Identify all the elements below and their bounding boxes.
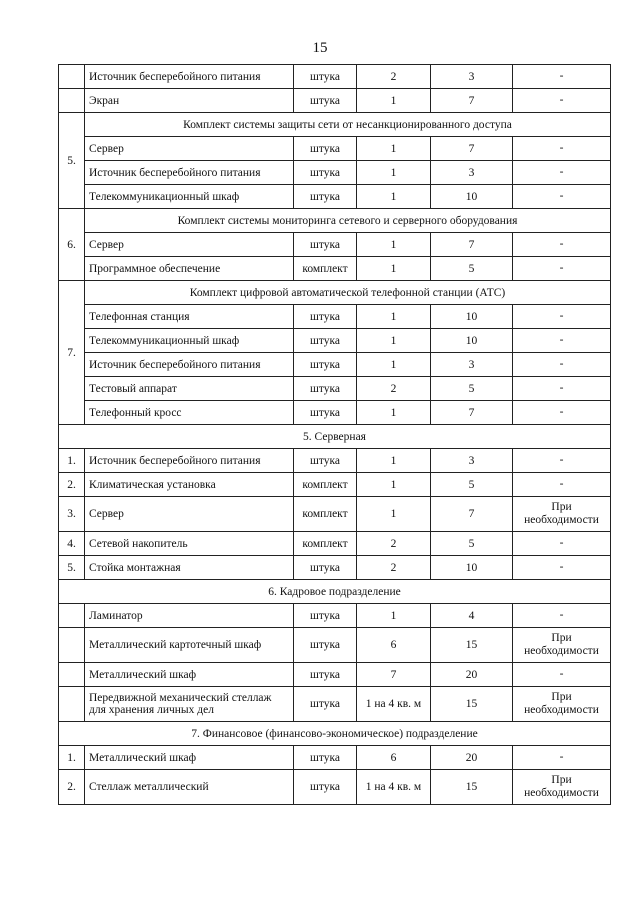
item-service-life: 3: [431, 353, 513, 377]
item-name: Передвижной механический стеллаж для хранения личных дел: [85, 687, 294, 722]
item-unit: штука: [294, 449, 357, 473]
row-number: 3.: [59, 497, 85, 532]
item-unit: штука: [294, 305, 357, 329]
table-row: [59, 663, 611, 687]
item-unit: штука: [294, 185, 357, 209]
item-service-life: 5: [431, 377, 513, 401]
item-quantity: 1: [357, 161, 431, 185]
table-row: [59, 497, 611, 532]
item-note: -: [513, 746, 611, 770]
item-name: Источник бесперебойного питания: [85, 353, 294, 377]
item-unit: штука: [294, 65, 357, 89]
item-name: Металлический шкаф: [85, 746, 294, 770]
item-quantity: 1: [357, 137, 431, 161]
row-number: [59, 628, 85, 663]
item-service-life: 10: [431, 556, 513, 580]
equipment-table: [58, 64, 611, 805]
table-row: [59, 65, 611, 89]
item-quantity: 1: [357, 353, 431, 377]
row-number: [59, 604, 85, 628]
row-number: [59, 687, 85, 722]
item-unit: комплект: [294, 532, 357, 556]
group-title-row: [59, 113, 611, 137]
group-title: Комплект системы защиты сети от несанкционированного доступа: [85, 113, 611, 137]
group-title: Комплект системы мониторинга сетевого и серверного оборудования: [85, 209, 611, 233]
item-unit: штука: [294, 770, 357, 805]
section-heading: 7. Финансовое (финансово-экономическое) подразделение: [59, 722, 611, 746]
item-service-life: 10: [431, 305, 513, 329]
item-unit: штука: [294, 556, 357, 580]
item-service-life: 15: [431, 770, 513, 805]
item-name: Стойка монтажная: [85, 556, 294, 580]
item-note: -: [513, 663, 611, 687]
item-service-life: 10: [431, 185, 513, 209]
item-quantity: 1 на 4 кв. м: [357, 770, 431, 805]
item-service-life: 4: [431, 604, 513, 628]
section-heading-row: [59, 722, 611, 746]
item-note: -: [513, 532, 611, 556]
item-name: Стеллаж металлический: [85, 770, 294, 805]
item-name: Телефонная станция: [85, 305, 294, 329]
row-number: [59, 663, 85, 687]
item-unit: штука: [294, 89, 357, 113]
row-number: 1.: [59, 746, 85, 770]
item-name: Металлический шкаф: [85, 663, 294, 687]
item-note: -: [513, 377, 611, 401]
table-row: [59, 628, 611, 663]
item-service-life: 5: [431, 532, 513, 556]
row-number: 2.: [59, 473, 85, 497]
section-heading-row: [59, 425, 611, 449]
item-name: Источник бесперебойного питания: [85, 449, 294, 473]
item-note: -: [513, 604, 611, 628]
item-quantity: 1 на 4 кв. м: [357, 687, 431, 722]
group-title-row: [59, 281, 611, 305]
item-quantity: 1: [357, 449, 431, 473]
item-note: -: [513, 305, 611, 329]
item-name: Сервер: [85, 233, 294, 257]
item-quantity: 2: [357, 556, 431, 580]
item-service-life: 15: [431, 687, 513, 722]
table-row: [59, 746, 611, 770]
item-name: Источник бесперебойного питания: [85, 161, 294, 185]
item-quantity: 6: [357, 746, 431, 770]
item-quantity: 1: [357, 257, 431, 281]
item-name: Телекоммуникационный шкаф: [85, 185, 294, 209]
item-service-life: 7: [431, 401, 513, 425]
item-note: При необходимости: [513, 628, 611, 663]
row-number: 1.: [59, 449, 85, 473]
item-unit: штука: [294, 746, 357, 770]
item-quantity: 7: [357, 663, 431, 687]
item-unit: штука: [294, 663, 357, 687]
table-row: [59, 233, 611, 257]
item-note: -: [513, 65, 611, 89]
table-row: [59, 353, 611, 377]
item-service-life: 20: [431, 663, 513, 687]
table-row: [59, 770, 611, 805]
item-name: Телефонный кросс: [85, 401, 294, 425]
table-row: [59, 604, 611, 628]
item-name: Телекоммуникационный шкаф: [85, 329, 294, 353]
item-service-life: 3: [431, 65, 513, 89]
item-note: -: [513, 473, 611, 497]
table-row: [59, 329, 611, 353]
section-heading-row: [59, 580, 611, 604]
item-unit: штука: [294, 161, 357, 185]
item-note: -: [513, 556, 611, 580]
item-note: -: [513, 329, 611, 353]
item-name: Сервер: [85, 497, 294, 532]
item-service-life: 5: [431, 257, 513, 281]
item-unit: штука: [294, 687, 357, 722]
item-quantity: 1: [357, 473, 431, 497]
group-number: 6.: [59, 209, 85, 281]
row-number: [59, 89, 85, 113]
table-row: [59, 137, 611, 161]
item-name: Экран: [85, 89, 294, 113]
item-name: Сервер: [85, 137, 294, 161]
row-number: 5.: [59, 556, 85, 580]
item-note: -: [513, 89, 611, 113]
item-quantity: 1: [357, 604, 431, 628]
item-name: Тестовый аппарат: [85, 377, 294, 401]
table-row: [59, 556, 611, 580]
table-row: [59, 449, 611, 473]
item-unit: штука: [294, 604, 357, 628]
item-unit: штука: [294, 137, 357, 161]
item-service-life: 3: [431, 161, 513, 185]
table-row: [59, 687, 611, 722]
item-quantity: 2: [357, 377, 431, 401]
row-number: 2.: [59, 770, 85, 805]
item-unit: штука: [294, 377, 357, 401]
item-quantity: 2: [357, 532, 431, 556]
item-service-life: 7: [431, 233, 513, 257]
table-row: [59, 305, 611, 329]
item-name: Программное обеспечение: [85, 257, 294, 281]
item-unit: комплект: [294, 257, 357, 281]
group-title-row: [59, 209, 611, 233]
item-unit: комплект: [294, 473, 357, 497]
item-service-life: 3: [431, 449, 513, 473]
item-quantity: 1: [357, 401, 431, 425]
table-row: [59, 401, 611, 425]
item-note: -: [513, 137, 611, 161]
section-heading: 5. Серверная: [59, 425, 611, 449]
page-number: 15: [312, 40, 328, 56]
item-note: -: [513, 185, 611, 209]
item-unit: штука: [294, 233, 357, 257]
item-note: -: [513, 233, 611, 257]
row-number: [59, 65, 85, 89]
item-name: Сетевой накопитель: [85, 532, 294, 556]
item-quantity: 6: [357, 628, 431, 663]
table-row: [59, 257, 611, 281]
item-unit: штука: [294, 329, 357, 353]
item-service-life: 15: [431, 628, 513, 663]
item-name: Металлический картотечный шкаф: [85, 628, 294, 663]
item-quantity: 1: [357, 305, 431, 329]
item-quantity: 1: [357, 233, 431, 257]
item-unit: штука: [294, 353, 357, 377]
group-number: 7.: [59, 281, 85, 425]
group-title: Комплект цифровой автоматической телефонной станции (АТС): [85, 281, 611, 305]
item-unit: штука: [294, 401, 357, 425]
item-quantity: 2: [357, 65, 431, 89]
item-quantity: 1: [357, 329, 431, 353]
table-row: [59, 185, 611, 209]
item-name: Климатическая установка: [85, 473, 294, 497]
item-note: -: [513, 449, 611, 473]
table-row: [59, 377, 611, 401]
item-name: Источник бесперебойного питания: [85, 65, 294, 89]
table-row: [59, 473, 611, 497]
item-unit: комплект: [294, 497, 357, 532]
item-note: -: [513, 401, 611, 425]
section-heading: 6. Кадровое подразделение: [59, 580, 611, 604]
table-row: [59, 89, 611, 113]
item-service-life: 20: [431, 746, 513, 770]
item-service-life: 10: [431, 329, 513, 353]
item-note: -: [513, 257, 611, 281]
row-number: 4.: [59, 532, 85, 556]
item-note: -: [513, 161, 611, 185]
item-note: При необходимости: [513, 770, 611, 805]
table-row: [59, 532, 611, 556]
item-service-life: 5: [431, 473, 513, 497]
table-row: [59, 161, 611, 185]
item-quantity: 1: [357, 89, 431, 113]
item-note: -: [513, 353, 611, 377]
item-note: При необходимости: [513, 497, 611, 532]
group-number: 5.: [59, 113, 85, 209]
item-service-life: 7: [431, 89, 513, 113]
item-quantity: 1: [357, 185, 431, 209]
item-service-life: 7: [431, 497, 513, 532]
item-service-life: 7: [431, 137, 513, 161]
item-note: При необходимости: [513, 687, 611, 722]
item-name: Ламинатор: [85, 604, 294, 628]
item-unit: штука: [294, 628, 357, 663]
table-body: [59, 65, 611, 805]
item-quantity: 1: [357, 497, 431, 532]
